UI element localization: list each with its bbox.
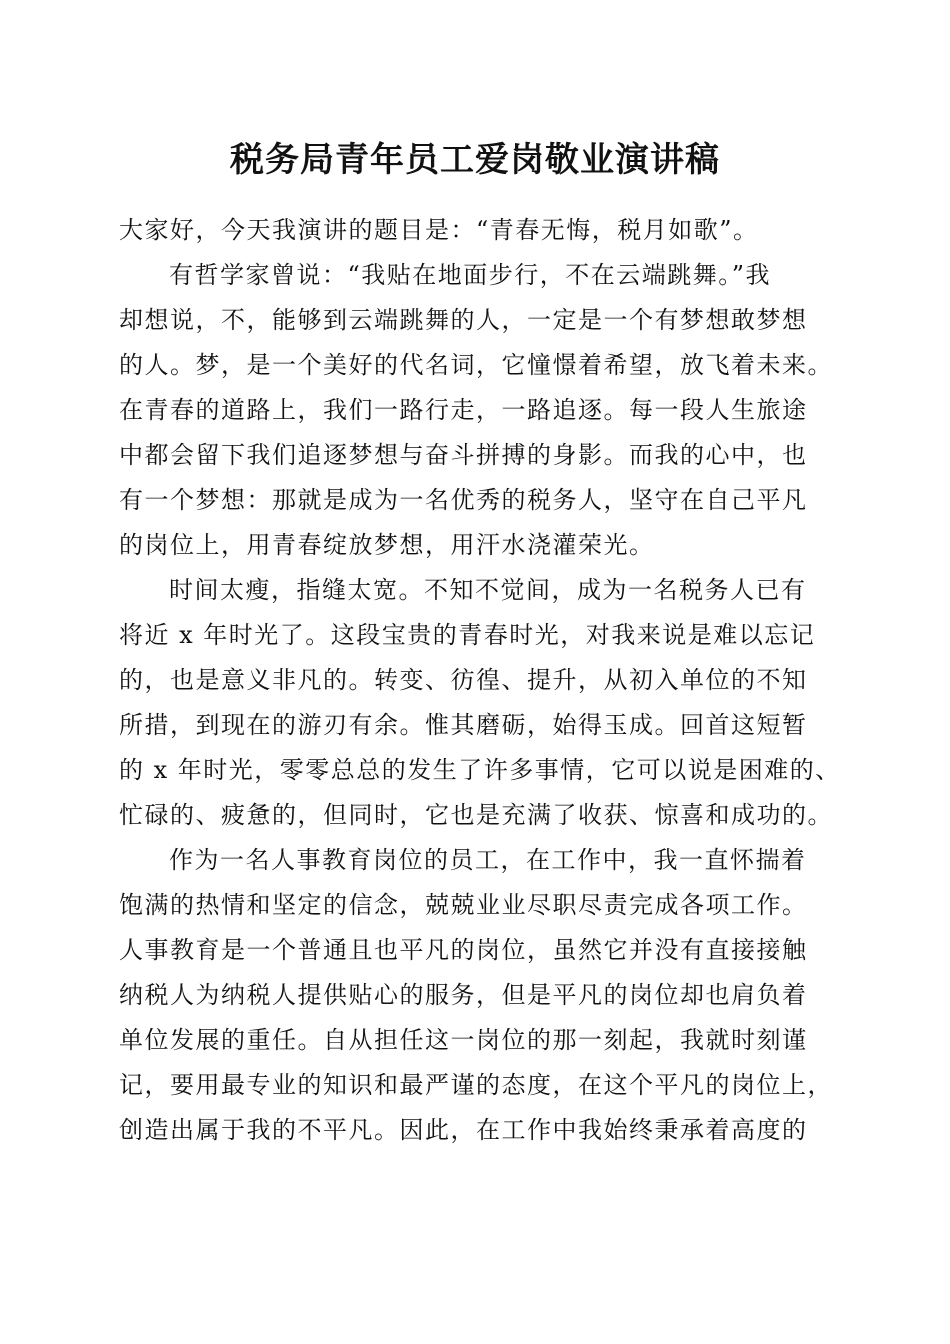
text-line: 的，也是意义非凡的。转变、彷徨、提升，从初入单位的不知 (119, 666, 808, 694)
text-line-paragraph-start: 时间太瘦，指缝太宽。不知不觉间，成为一名税务人已有 (169, 576, 807, 604)
text-line: 将近 x 年时光了。这段宝贵的青春时光，对我来说是难以忘记 (119, 621, 816, 649)
text-line: 有一个梦想：那就是成为一名优秀的税务人，坚守在自己平凡 (119, 486, 808, 514)
text-line-paragraph-start: 有哲学家曾说：“我贴在地面步行，不在云端跳舞。”我 (169, 261, 772, 289)
text-line: 饱满的热情和坚定的信念，兢兢业业尽职尽责完成各项工作。 (119, 891, 808, 919)
text-line: 忙碌的、疲惫的，但同时，它也是充满了收获、惊喜和成功的。 (119, 801, 833, 829)
document-title: 税务局青年员工爱岗敬业演讲稿 (230, 140, 720, 180)
document-body (119, 208, 839, 1153)
text-line: 中都会留下我们追逐梦想与奋斗拼搏的身影。而我的心中，也 (119, 441, 808, 469)
text-line: 创造出属于我的不平凡。因此，在工作中我始终秉承着高度的 (119, 1116, 808, 1144)
text-line: 单位发展的重任。自从担任这一岗位的那一刻起，我就时刻谨 (119, 1026, 808, 1054)
text-line: 纳税人为纳税人提供贴心的服务，但是平凡的岗位却也肩负着 (119, 981, 808, 1009)
text-line: 在青春的道路上，我们一路行走，一路追逐。每一段人生旅途 (119, 396, 808, 424)
text-line: 却想说，不，能够到云端跳舞的人，一定是一个有梦想敢梦想 (119, 306, 808, 334)
text-line: 的 x 年时光，零零总总的发生了许多事情，它可以说是困难的、 (119, 756, 841, 784)
text-line: 的人。梦，是一个美好的代名词，它憧憬着希望，放飞着未来。 (119, 351, 833, 379)
text-line: 大家好，今天我演讲的题目是：“青春无悔，税月如歌”。 (119, 216, 759, 244)
text-line: 的岗位上，用青春绽放梦想，用汗水浇灌荣光。 (119, 531, 655, 559)
text-line: 人事教育是一个普通且也平凡的岗位，虽然它并没有直接接触 (119, 936, 808, 964)
text-line-paragraph-start: 作为一名人事教育岗位的员工，在工作中，我一直怀揣着 (169, 846, 807, 874)
text-line: 所措，到现在的游刃有余。惟其磨砺，始得玉成。回首这短暂 (119, 711, 808, 739)
text-line: 记，要用最专业的知识和最严谨的态度，在这个平凡的岗位上， (119, 1071, 833, 1099)
